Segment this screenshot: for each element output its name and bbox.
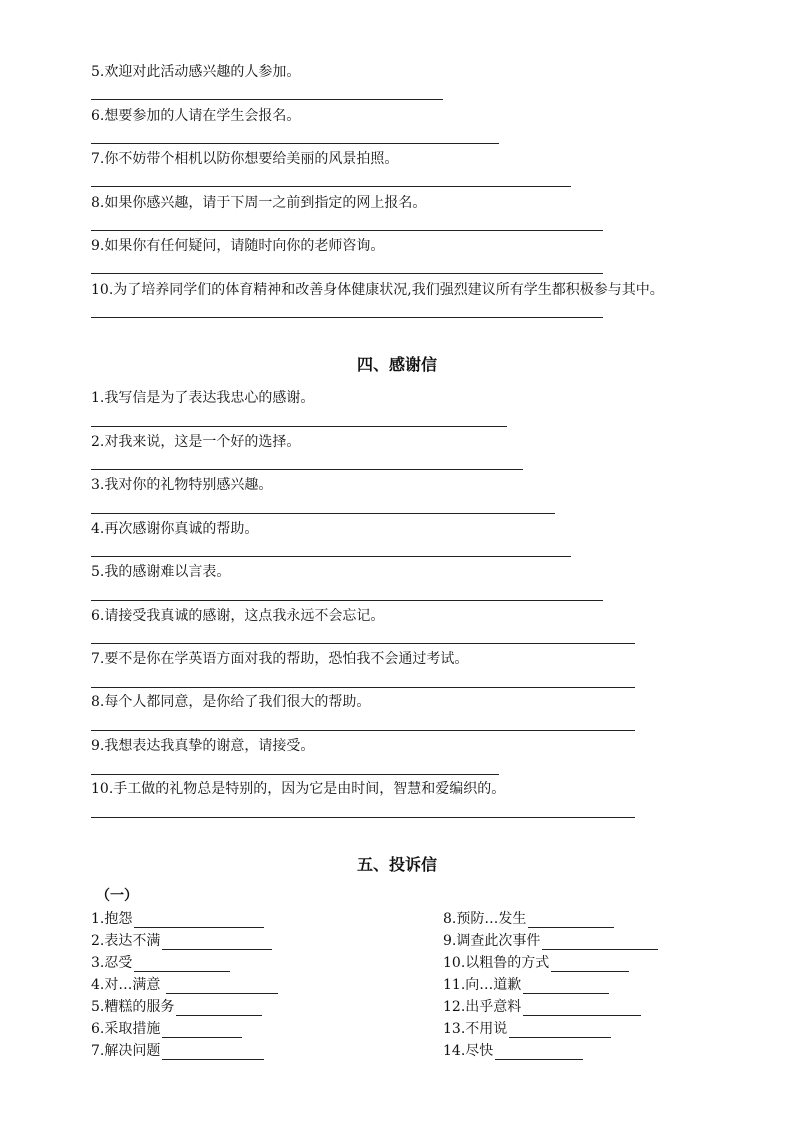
answer-line[interactable]	[91, 469, 523, 470]
vocab-label: 9.调查此次事件	[443, 933, 541, 949]
vocab-blank[interactable]	[542, 936, 658, 950]
answer-line[interactable]	[91, 273, 603, 274]
vocab-blank[interactable]	[523, 1002, 641, 1016]
s4-item-7: 7.要不是你在学英语方面对我的帮助，恐怕我不会通过考试。	[91, 651, 469, 667]
s4-item-1: 1.我写信是为了表达我忠心的感谢。	[91, 390, 315, 406]
answer-line[interactable]	[91, 687, 635, 688]
answer-line[interactable]	[91, 230, 603, 231]
vocab-blank[interactable]	[509, 1024, 611, 1038]
vocab-item-2	[91, 932, 272, 950]
s4-item-2: 2.对我来说，这是一个好的选择。	[91, 434, 301, 450]
s4-item-3: 3.我对你的礼物特别感兴趣。	[91, 477, 273, 493]
answer-line[interactable]	[91, 556, 571, 557]
vocab-label: 5.糟糕的服务	[91, 999, 175, 1015]
vocab-item-8	[443, 910, 614, 928]
vocab-blank[interactable]	[166, 980, 278, 994]
s3-item-8: 8.如果你感兴趣，请于下周一之前到指定的网上报名。	[91, 195, 427, 211]
answer-line[interactable]	[91, 643, 635, 644]
s4-item-8: 8.每个人都同意，是你给了我们很大的帮助。	[91, 694, 371, 710]
vocab-label: 6.采取措施	[91, 1021, 161, 1037]
answer-line[interactable]	[91, 426, 507, 427]
s4-item-10: 10.手工做的礼物总是特别的，因为它是由时间，智慧和爱编织的。	[91, 781, 506, 797]
s4-item-4: 4.再次感谢你真诚的帮助。	[91, 521, 259, 537]
vocab-label: 12.出乎意料	[443, 999, 522, 1015]
s4-item-9: 9.我想表达我真挚的谢意，请接受。	[91, 738, 315, 754]
s4-item-6: 6.请接受我真诚的感谢，这点我永远不会忘记。	[91, 608, 385, 624]
answer-line[interactable]	[91, 143, 499, 144]
vocab-item-5	[91, 998, 262, 1016]
vocab-label: 11.向…道歉	[443, 977, 522, 993]
answer-line[interactable]	[91, 186, 571, 187]
vocab-item-3	[91, 954, 230, 972]
vocab-item-13	[443, 1020, 611, 1038]
s3-item-10: 10.为了培养同学们的体育精神和改善身体健康状况,我们强烈建议所有学生都积极参与其中。	[91, 282, 664, 298]
vocab-item-10	[443, 954, 629, 972]
section5-subtitle: （一）	[96, 888, 138, 904]
vocab-item-4	[91, 976, 278, 994]
s3-item-9: 9.如果你有任何疑问，请随时向你的老师咨询。	[91, 238, 385, 254]
s3-item-5: 5.欢迎对此活动感兴趣的人参加。	[91, 64, 301, 80]
s3-item-7: 7.你不妨带个相机以防你想要给美丽的风景拍照。	[91, 151, 399, 167]
vocab-label: 4.对…满意	[91, 977, 161, 993]
s4-item-5: 5.我的感谢难以言表。	[91, 564, 231, 580]
answer-line[interactable]	[91, 99, 443, 100]
section4-title: 四、感谢信	[356, 355, 437, 374]
answer-line[interactable]	[91, 730, 635, 731]
answer-line[interactable]	[91, 774, 499, 775]
vocab-item-11	[443, 976, 609, 994]
vocab-blank[interactable]	[134, 914, 264, 928]
vocab-item-7	[91, 1042, 264, 1060]
vocab-label: 14.尽快	[443, 1043, 494, 1059]
s3-item-6: 6.想要参加的人请在学生会报名。	[91, 108, 301, 124]
vocab-label: 1.抱怨	[91, 911, 133, 927]
vocab-item-6	[91, 1020, 242, 1038]
vocab-item-14	[443, 1042, 583, 1060]
vocab-label: 2.表达不满	[91, 933, 161, 949]
answer-line[interactable]	[91, 817, 635, 818]
vocab-label: 10.以粗鲁的方式	[443, 955, 550, 971]
vocab-blank[interactable]	[162, 1024, 242, 1038]
vocab-blank[interactable]	[495, 1046, 583, 1060]
answer-line[interactable]	[91, 513, 555, 514]
vocab-blank[interactable]	[162, 1046, 264, 1060]
answer-line[interactable]	[91, 317, 603, 318]
answer-line[interactable]	[91, 600, 603, 601]
vocab-blank[interactable]	[134, 958, 230, 972]
vocab-label: 13.不用说	[443, 1021, 508, 1037]
vocab-blank[interactable]	[162, 936, 272, 950]
vocab-item-9	[443, 932, 658, 950]
section5-title: 五、投诉信	[356, 855, 437, 874]
vocab-blank[interactable]	[523, 980, 609, 994]
vocab-item-12	[443, 998, 641, 1016]
vocab-label: 8.预防…发生	[443, 911, 527, 927]
vocab-item-1	[91, 910, 264, 928]
vocab-label: 7.解决问题	[91, 1043, 161, 1059]
vocab-label: 3.忍受	[91, 955, 133, 971]
vocab-blank[interactable]	[528, 914, 614, 928]
vocab-blank[interactable]	[176, 1002, 262, 1016]
vocab-blank[interactable]	[551, 958, 629, 972]
